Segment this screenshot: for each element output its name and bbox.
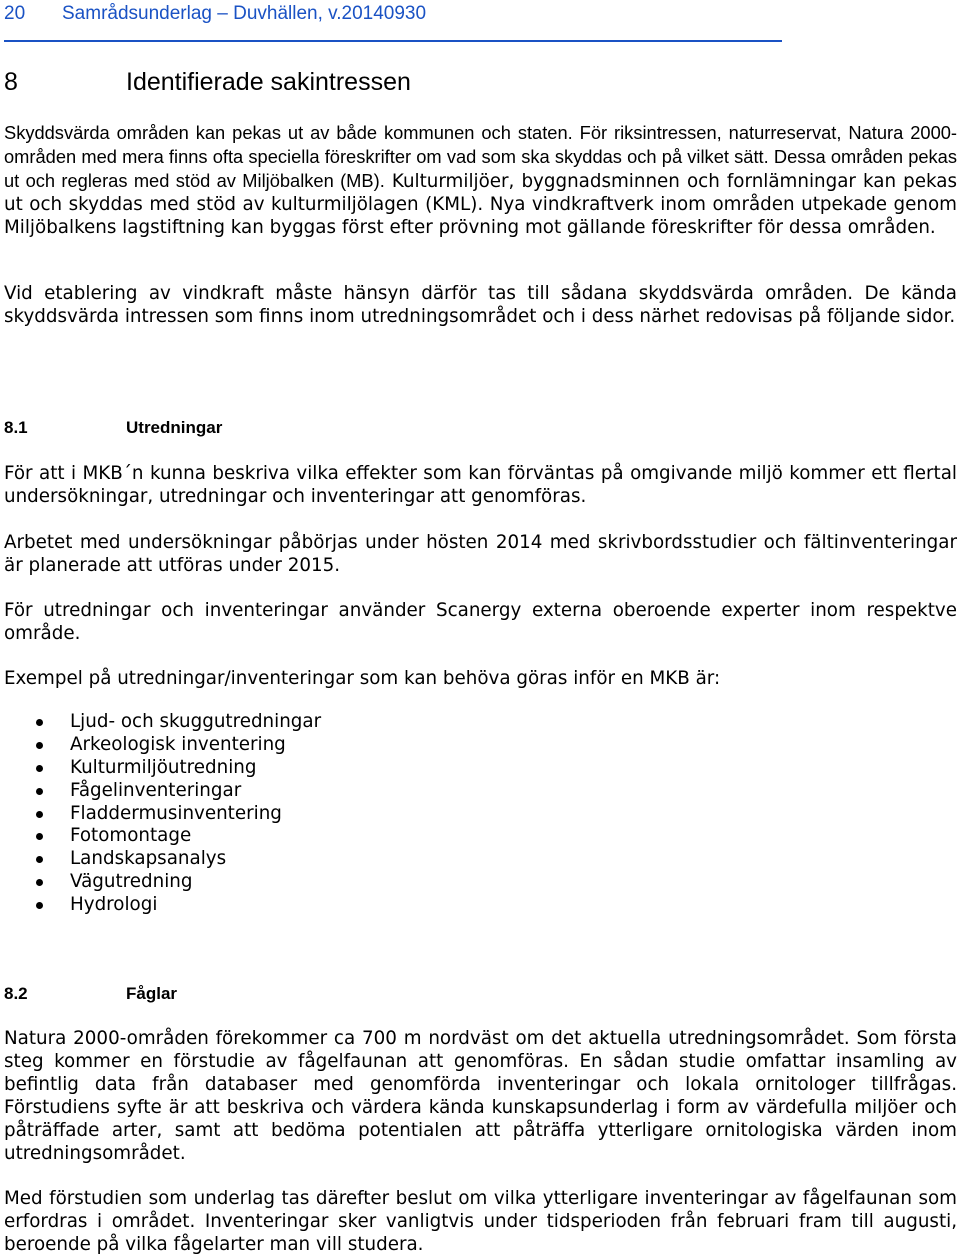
list-item: Landskapsanalys: [0, 848, 321, 871]
section-8-1-paragraph-3: För utredningar och inventeringar använder Scanergy externa oberoende experter inom respektve område.: [4, 600, 957, 644]
running-header: [4, 3, 426, 25]
bullet-icon: [36, 765, 43, 772]
header-rule: [4, 40, 782, 42]
list-item: Kulturmiljöutredning: [0, 757, 321, 780]
section-8-heading: [4, 68, 411, 97]
list-item: Hydrologi: [0, 894, 321, 917]
section-8-2-paragraph-1: Natura 2000-områden förekommer ca 700 m nordväst om det aktuella utredningsområdet. Som första steg kommer en förstudie av fågelfaunan att genomföras. En sådan studie omfattar insamling av befintlig data från databaser med genomförda inventeringar och lokala ornitologer tillfrågas. Förstudiens syfte är att beskriva och värdera kända kunskapsunderlag i form av värdefulla miljöer och påträffade arter, samt att bedöma potentialen att påträffa ytterligare ornitologiska värden inom utredningsområdet.: [4, 1028, 957, 1164]
page-number: 20: [4, 3, 26, 24]
list-item: Vägutredning: [0, 871, 321, 894]
section-8-paragraph-1-part-a: Skyddsvärda områden kan pekas ut av både kommunen och staten. För riksintressen, naturreservat, Natura 2000-områden med mera finns ofta speciella föreskrifter om vad som ska skyddas och på vilket sätt. Dessa områden pekas ut och regleras med stöd av Miljöbalken (MB).: [4, 122, 957, 191]
section-8-2-heading: [4, 984, 177, 1004]
list-item: Arkeologisk inventering: [0, 734, 321, 757]
section-8-1-paragraph-1: För att i MKB´n kunna beskriva vilka effekter som kan förväntas på omgivande miljö kommer ett flertal undersökningar, utredningar och inventeringar att genomföras.: [4, 463, 957, 507]
bullet-icon: [36, 742, 43, 749]
section-8-1-paragraph-4: Exempel på utredningar/inventeringar som kan behöva göras inför en MKB är:: [4, 668, 721, 689]
section-8-title: Identifierade sakintressen: [126, 68, 411, 96]
list-item: Fladdermusinventering: [0, 803, 321, 826]
bullet-icon: [36, 788, 43, 795]
section-8-2-title: Fåglar: [126, 984, 178, 1003]
list-item: Ljud- och skuggutredningar: [0, 711, 321, 734]
bullet-icon: [36, 856, 43, 863]
section-8-paragraph-1-part-c: Nya vindkraftverk inom områden utpekade genom Miljöbalkens lagstiftning kan byggas först efter prövning mot gällande föreskrifter för dessa områden.: [4, 194, 957, 238]
section-8-1-title: Utredningar: [126, 418, 223, 437]
section-8-paragraph-1-part-b: Kulturmiljöer, byggnadsminnen och fornlämningar kan pekas ut och skyddas med stöd av kulturmiljölagen (KML).: [4, 171, 958, 215]
bullet-icon: [36, 719, 43, 726]
bullet-icon: [36, 902, 43, 909]
running-title: Samrådsunderlag – Duvhällen, v.20140930: [62, 3, 427, 24]
section-8-number: 8: [4, 68, 18, 96]
section-8-1-heading: [4, 418, 222, 438]
section-8-paragraph-2: Vid etablering av vindkraft måste hänsyn därför tas till sådana skyddsvärda områden. De kända skyddsvärda intressen som finns inom utredningsområdet och i dess närhet redovisas på följande sidor.: [4, 283, 957, 327]
list-item: Fotomontage: [0, 825, 321, 848]
bullet-icon: [36, 811, 43, 818]
bullet-icon: [36, 879, 43, 886]
section-8-1-number: 8.1: [4, 418, 28, 437]
list-item: Fågelinventeringar: [0, 780, 321, 803]
section-8-2-paragraph-2: Med förstudien som underlag tas därefter beslut om vilka ytterligare inventeringar av fågelfaunan som erfordras i området. Inventeringar sker vanligtvis under tidsperioden från februari fram till augusti, beroende på vilka fågelarter man vill studera.: [4, 1188, 957, 1255]
bullet-icon: [36, 833, 43, 840]
investigation-list: [0, 711, 321, 917]
section-8-1-paragraph-2: Arbetet med undersökningar påbörjas under hösten 2014 med skrivbordsstudier och fältinventeringar är planerade att utföras under 2015.: [4, 532, 957, 576]
section-8-paragraph-1: [4, 121, 957, 239]
section-8-2-number: 8.2: [4, 984, 28, 1003]
